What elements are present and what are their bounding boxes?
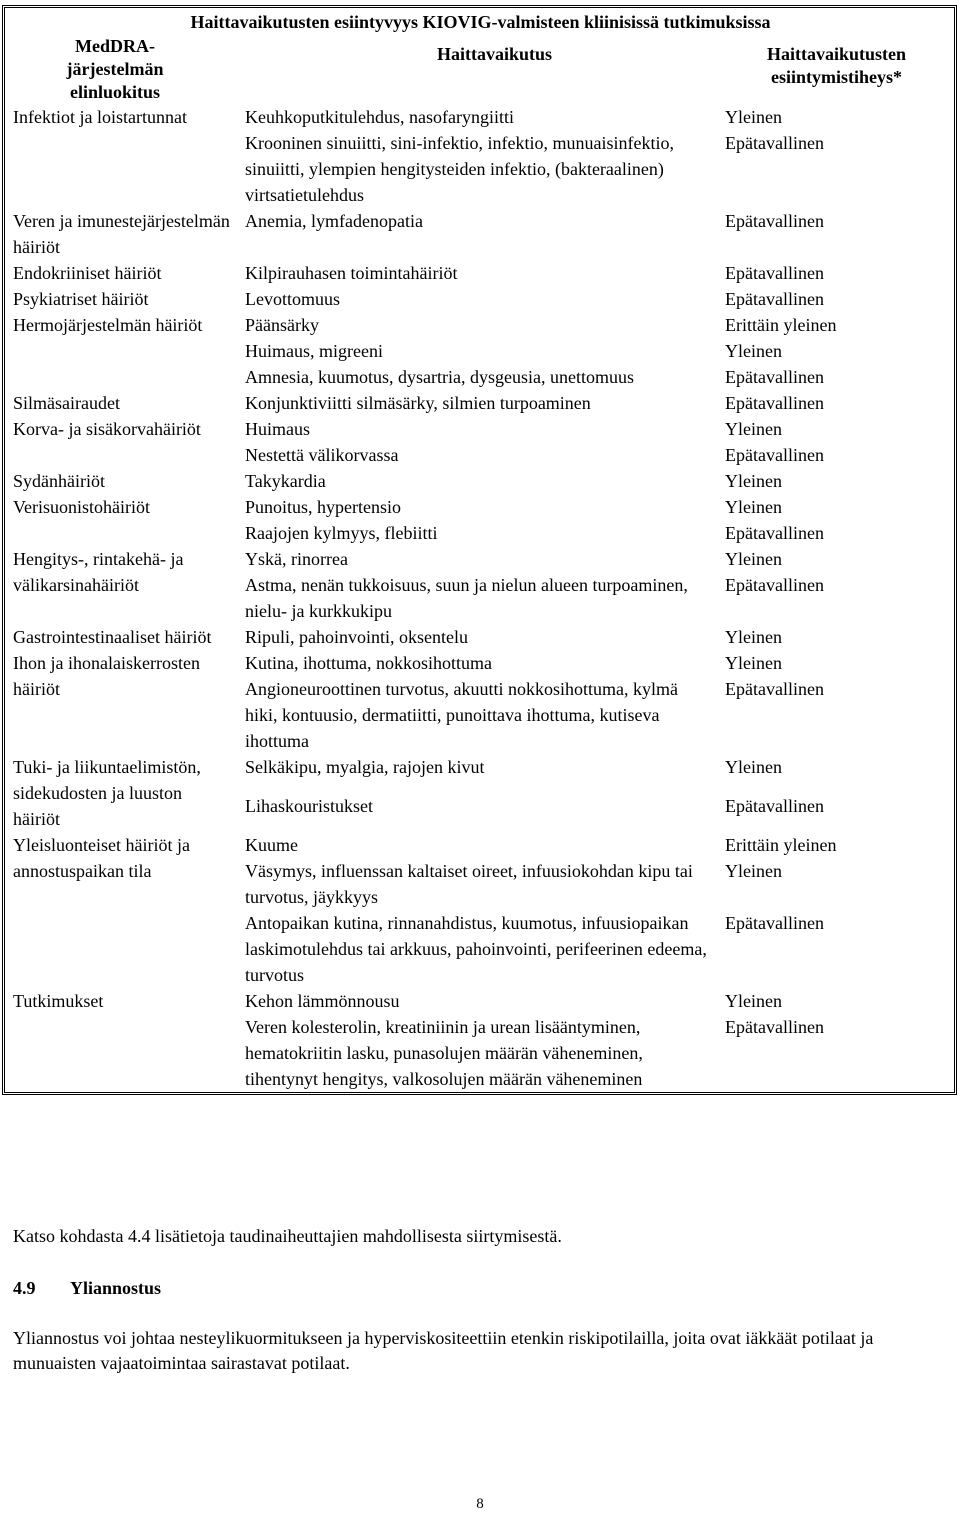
table-row — [5, 104, 954, 130]
section-title: Yliannostus — [70, 1278, 162, 1298]
table-row — [5, 832, 954, 858]
frequency: Yleinen — [725, 419, 782, 439]
frequency: Epätavallinen — [725, 1017, 824, 1037]
adverse-reaction: Päänsärky — [245, 315, 319, 335]
adverse-reaction: Takykardia — [245, 471, 326, 491]
adverse-reaction: Kilpirauhasen toimintahäiriöt — [245, 263, 458, 283]
adverse-reaction: Levottomuus — [245, 289, 340, 309]
frequency: Yleinen — [725, 497, 782, 517]
frequency: Erittäin yleinen — [725, 835, 837, 855]
adverse-reaction: Punoitus, hypertensio — [245, 497, 401, 517]
adverse-reaction: Väsymys, influenssan kaltaiset oireet, infuusiokohdan kipu tai turvotus, jäykkyys — [245, 861, 693, 907]
frequency: Yleinen — [725, 107, 782, 127]
frequency: Yleinen — [725, 471, 782, 491]
table-row — [5, 468, 954, 494]
adverse-reaction: Veren kolesterolin, kreatiniinin ja urean lisääntyminen, hematokriitin lasku, punasolujen määrän väheneminen, tihentynyt hengitys, valkosolujen määrän väheneminen — [245, 1017, 643, 1089]
frequency: Epätavallinen — [725, 796, 824, 816]
table-row — [5, 208, 954, 260]
adverse-reaction: Krooninen sinuiitti, sini-infektio, infektio, munuaisinfektio, sinuiitti, ylempien hengitysteiden infektio, (bakteraalinen) virtsatietulehdus — [245, 133, 674, 205]
system-organ-class: Gastrointestinaaliset häiriöt — [13, 627, 212, 647]
cross-reference-note: Katso kohdasta 4.4 lisätietoja taudinaiheuttajien mahdollisesta siirtymisestä. — [13, 1226, 562, 1246]
adverse-reaction: Huimaus, migreeni — [245, 341, 383, 361]
header-frequency: Haittavaikutusten esiintymistiheys* — [766, 44, 907, 87]
table-row — [5, 416, 954, 442]
frequency: Epätavallinen — [725, 393, 824, 413]
adverse-reaction: Nestettä välikorvassa — [245, 445, 399, 465]
table-row — [5, 390, 954, 416]
table-row — [5, 260, 954, 286]
table-row — [5, 286, 954, 312]
system-organ-class: Tuki- ja liikuntaelimistön, sidekudosten ja luuston häiriöt — [13, 757, 201, 829]
section-heading — [13, 1275, 161, 1301]
section-number: 4.9 — [13, 1278, 36, 1298]
system-organ-class: Infektiot ja loistartunnat — [13, 107, 187, 127]
adverse-reaction: Ripuli, pahoinvointi, oksentelu — [245, 627, 468, 647]
frequency: Yleinen — [725, 341, 782, 361]
frequency: Epätavallinen — [725, 523, 824, 543]
adverse-reaction: Selkäkipu, myalgia, rajojen kivut — [245, 757, 485, 777]
adverse-reaction: Konjunktiviitti silmäsärky, silmien turpoaminen — [245, 393, 591, 413]
table-row — [5, 988, 954, 1014]
system-organ-class: Yleisluonteiset häiriöt ja annostuspaikan tila — [13, 835, 190, 881]
table-row — [5, 312, 954, 338]
overdose-paragraph: Yliannostus voi johtaa nesteylikuormitukseen ja hyperviskositeettiin etenkin riskipotilailla, joita ovat iäkkäät potilaat ja munuaisten vajaatoimintaa sairastavat potilaat. — [13, 1328, 874, 1373]
frequency: Epätavallinen — [725, 367, 824, 387]
adverse-reaction: Amnesia, kuumotus, dysartria, dysgeusia, unettomuus — [245, 367, 634, 387]
page-number: 8 — [476, 1496, 484, 1512]
system-organ-class: Psykiatriset häiriöt — [13, 289, 149, 309]
frequency: Yleinen — [725, 627, 782, 647]
frequency: Epätavallinen — [725, 133, 824, 153]
adverse-reaction: Keuhkoputkitulehdus, nasofaryngiitti — [245, 107, 514, 127]
adverse-reaction: Lihaskouristukset — [245, 796, 373, 816]
table-row — [5, 546, 954, 572]
frequency: Yleinen — [725, 991, 782, 1011]
system-organ-class: Silmäsairaudet — [13, 393, 120, 413]
frequency: Yleinen — [725, 653, 782, 673]
adverse-reaction: Huimaus — [245, 419, 310, 439]
system-organ-class: Hengitys-, rintakehä- ja välikarsinahäiriöt — [13, 549, 184, 595]
frequency: Epätavallinen — [725, 211, 824, 231]
header-reaction: Haittavaikutus — [437, 44, 553, 64]
adverse-reactions-table — [2, 5, 957, 1095]
system-organ-class: Veren ja imunestejärjestelmän häiriöt — [13, 211, 230, 257]
adverse-reaction: Kutina, ihottuma, nokkosihottuma — [245, 653, 492, 673]
adverse-reaction: Antopaikan kutina, rinnanahdistus, kuumotus, infuusiopaikan laskimotulehdus tai arkkuus, pahoinvointi, perifeerinen edeema, turvotus — [245, 913, 707, 985]
adverse-reaction: Kehon lämmönnousu — [245, 991, 400, 1011]
system-organ-class: Tutkimukset — [13, 991, 104, 1011]
frequency: Erittäin yleinen — [725, 315, 837, 335]
frequency: Epätavallinen — [725, 575, 824, 595]
table-row — [5, 754, 954, 793]
adverse-reaction: Yskä, rinorrea — [245, 549, 348, 569]
frequency: Epätavallinen — [725, 445, 824, 465]
table-row — [5, 494, 954, 520]
system-organ-class: Korva- ja sisäkorvahäiriöt — [13, 419, 201, 439]
system-organ-class: Ihon ja ihonalaiskerrosten häiriöt — [13, 653, 200, 699]
frequency: Epätavallinen — [725, 679, 824, 699]
table-title: Haittavaikutusten esiintyvyys KIOVIG-valmisteen kliinisissä tutkimuksissa — [190, 12, 771, 32]
frequency: Yleinen — [725, 549, 782, 569]
adverse-reaction: Angioneuroottinen turvotus, akuutti nokkosihottuma, kylmä hiki, kontuusio, dermatiitti, punoittava ihottuma, kutiseva ihottuma — [245, 679, 678, 751]
adverse-reaction: Kuume — [245, 835, 298, 855]
frequency: Yleinen — [725, 757, 782, 777]
table-row — [5, 650, 954, 676]
frequency: Epätavallinen — [725, 263, 824, 283]
frequency: Epätavallinen — [725, 289, 824, 309]
adverse-reaction: Astma, nenän tukkoisuus, suun ja nielun alueen turpoaminen, nielu- ja kurkkukipu — [245, 575, 688, 621]
system-organ-class: Endokriiniset häiriöt — [13, 263, 162, 283]
header-soc: MedDRA-järjestelmän elinluokitus — [66, 36, 164, 102]
frequency: Epätavallinen — [725, 913, 824, 933]
system-organ-class: Verisuonistohäiriöt — [13, 497, 150, 517]
system-organ-class: Sydänhäiriöt — [13, 471, 105, 491]
system-organ-class: Hermojärjestelmän häiriöt — [13, 315, 203, 335]
adverse-reaction: Raajojen kylmyys, flebiitti — [245, 523, 438, 543]
adverse-reaction: Anemia, lymfadenopatia — [245, 211, 423, 231]
frequency: Yleinen — [725, 861, 782, 881]
table-row — [5, 624, 954, 650]
